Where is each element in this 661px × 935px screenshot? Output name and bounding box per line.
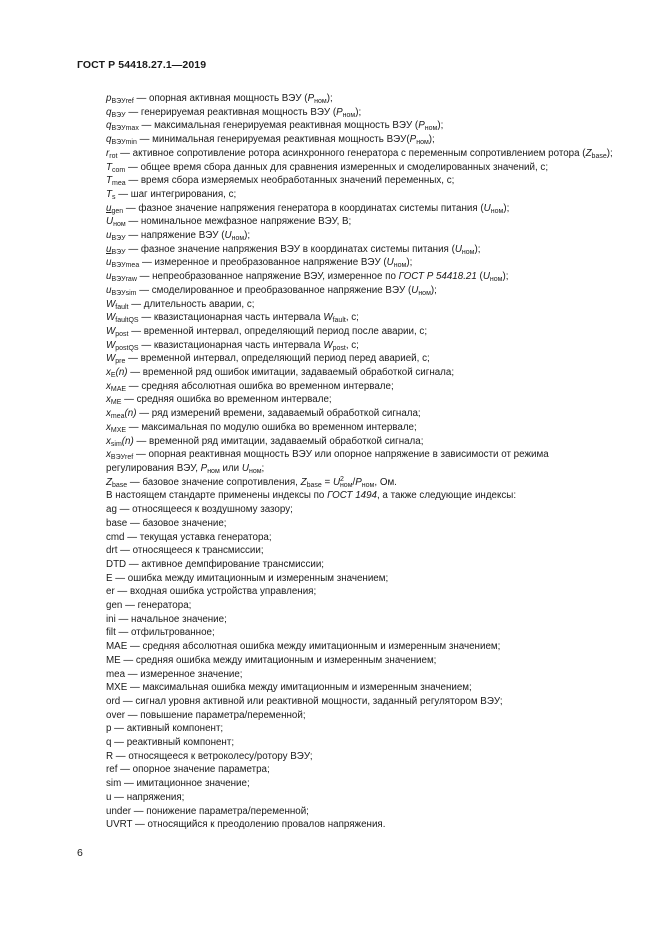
document-header: ГОСТ Р 54418.27.1—2019 (77, 59, 207, 71)
index-item: drt — относящееся к трансмиссии; (106, 545, 264, 557)
symbol-definition: $W_{faultQS}$ — квазистационарная часть интервала $W_{fault}$, с; (106, 312, 359, 325)
index-item: UVRT — относящийся к преодолению провалов напряжения. (106, 819, 386, 831)
index-item: ord — сигнал уровня активной или реактивной мощности, заданный регулятором ВЭУ; (106, 695, 503, 707)
symbol-definition: $u_{ВЭУ}$ — напряжение ВЭУ $(U_{ном})$; (106, 230, 251, 243)
index-item: cmd — текущая уставка генератора; (106, 531, 272, 543)
index-item: ini — начальное значение; (106, 613, 227, 625)
symbol-definition: $p_{ВЭУref}$ — опорная активная мощность ВЭУ $(P_{ном})$; (106, 93, 333, 105)
index-item: E — ошибка между имитационным и измеренным значением; (106, 572, 389, 584)
index-item: gen — генератора; (106, 600, 192, 612)
symbol-definition: $W_{post}$ — временной интервал, определяющий период после аварии, с; (106, 325, 428, 338)
symbol-definition: $W_{pre}$ — временной интервал, определяющий период перед аварией, с; (106, 353, 430, 366)
symbol-definition: $u_{ВЭУmea}$ — измеренное и преобразованное напряжение ВЭУ $(U_{ном})$; (106, 257, 413, 270)
symbol-definition: $u_{ВЭУsim}$ — смоделированное и преобразованное напряжение ВЭУ $(U_{ном})$; (106, 284, 437, 297)
index-item: sim — имитационное значение; (106, 778, 250, 790)
index-item: MAE — средняя абсолютная ошибка между имитационным и измеренным значением; (106, 641, 501, 653)
index-item: ag — относящееся к воздушному зазору; (106, 504, 293, 516)
symbol-definition: $x_E(n)$ — временной ряд ошибок имитации, задаваемый обработкой сигнала; (106, 367, 455, 380)
symbol-definition: $T_{mea}$ — время сбора измеряемых необработанных значений переменных, с; (106, 175, 455, 188)
standard-reference: ГОСТ 1494 (327, 490, 377, 502)
symbol-definition: $q_{ВЭУ}$ — генерируемая реактивная мощность ВЭУ $(P_{ном})$; (106, 106, 362, 119)
symbol-definition: $u_{ВЭУ}$ — фазное значение напряжения ВЭУ в координатах системы питания $(U_{ном})$; (106, 243, 481, 256)
symbol-definition: $u_{gen}$ — фазное значение напряжения генератора в координатах системы питания $(U_{ном})$; (106, 202, 510, 215)
index-item: ME — средняя ошибка между имитационным и измеренным значением; (106, 654, 437, 666)
index-item: base — базовое значение; (106, 517, 227, 529)
symbol-definition: $x_{ME}$ — средняя ошибка во временном интервале; (106, 394, 332, 407)
symbol-definition: $r_{rot}$ — активное сопротивление ротора асинхронного генератора с переменным сопротивлением ротора $(Z_{base})$; (106, 147, 613, 160)
symbol-definition: $T_s$ — шаг интегрирования, с; (106, 188, 237, 201)
symbol-definition: $q_{ВЭУmin}$ — минимальная генерируемая реактивная мощность $ВЭУ(P_{ном})$; (106, 134, 435, 147)
page-number: 6 (77, 847, 83, 859)
index-item: filt — отфильтрованное; (106, 627, 215, 639)
symbol-definition: $Z_{base}$ — базовое значение сопротивления, $Z_{base} = U^2_{ном}/P_{ном}$, Ом. (106, 475, 397, 489)
symbol-definition: $x_{mea}(n)$ — ряд измерений времени, задаваемый обработкой сигнала; (106, 408, 421, 421)
symbol-definition: $W_{postQS}$ — квазистационарная часть интервала $W_{post}$, с; (106, 339, 359, 352)
symbol-definition: $q_{ВЭУmax}$ — максимальная генерируемая реактивная мощность ВЭУ $(P_{ном})$; (106, 120, 444, 133)
index-item: mea — измеренное значение; (106, 668, 243, 680)
indices-intro: В настоящем стандарте применены индексы по ГОСТ 1494, а также следующие индексы: (106, 490, 517, 502)
symbol-definition: $x_{sim}(n)$ — временной ряд имитации, задаваемый обработкой сигнала; (106, 435, 424, 448)
index-item: DTD — активное демпфирование трансмиссии; (106, 558, 325, 570)
symbol-definition: $W_{fault}$ — длительность аварии, с; (106, 298, 255, 311)
index-item: p — активный компонент; (106, 723, 224, 735)
index-item: q — реактивный компонент; (106, 737, 235, 749)
standard-reference: ГОСТ Р 54418.21 (398, 271, 477, 283)
symbol-definition: $u_{ВЭУraw}$ — непреобразованное напряжение ВЭУ, измеренное по ГОСТ Р 54418.21 $(U_{ном})$; (106, 271, 509, 284)
symbol-definition: $x_{MXE}$ — максимальная по модулю ошибка во временном интервале; (106, 421, 417, 434)
index-item: ref — опорное значение параметра; (106, 764, 270, 776)
index-item: er — входная ошибка устройства управления; (106, 586, 317, 598)
index-item: over — повышение параметра/переменной; (106, 709, 306, 721)
symbol-definition: $T_{com}$ — общее время сбора данных для сравнения измеренных и смоделированных значений, с; (106, 161, 549, 174)
index-item: u — напряжения; (106, 791, 185, 803)
symbol-definition: $U_{ном}$ — номинальное межфазное напряжение ВЭУ, В; (106, 216, 352, 229)
index-item: MXE — максимальная ошибка между имитационным и измеренным значением; (106, 682, 472, 694)
symbol-definition: $x_{MAE}$ — средняя абсолютная ошибка во временном интервале; (106, 380, 394, 393)
page-content (76, 92, 616, 832)
symbol-definition: $x_{ВЭУref}$ — опорная реактивная мощность ВЭУ или опорное напряжение в зависимости от режима регулирования ВЭУ, $P_{ном}$ или $U_{ном}$; (106, 449, 549, 475)
index-item: R — относящееся к ветроколесу/ротору ВЭУ; (106, 750, 313, 762)
index-item: under — понижение параметра/переменной; (106, 805, 309, 817)
